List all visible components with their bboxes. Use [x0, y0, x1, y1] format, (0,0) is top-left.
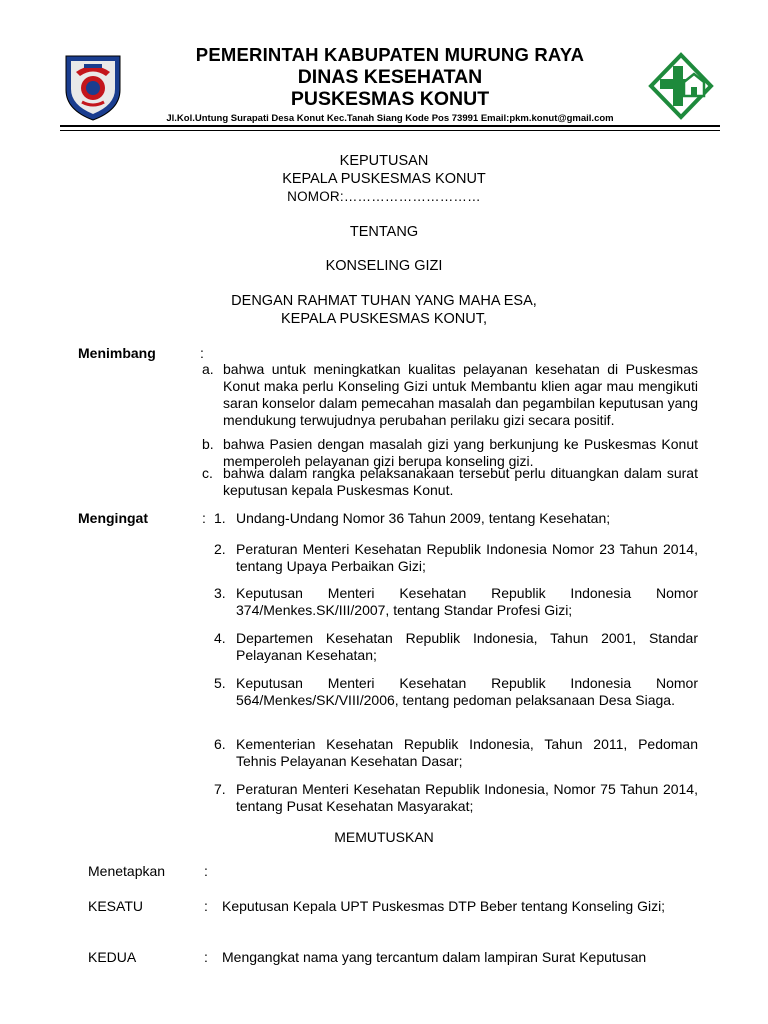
- mengingat-colon: :: [202, 510, 206, 526]
- kesatu-colon: :: [204, 898, 208, 914]
- kedua-text: Mengangkat nama yang tercantum dalam lampiran Surat Keputusan: [222, 949, 647, 965]
- menimbang-colon: :: [200, 345, 204, 361]
- decree-number: NOMOR:…………………………: [287, 189, 481, 204]
- item-marker: 3.: [214, 585, 226, 601]
- item-marker: 1.: [214, 510, 226, 526]
- menetapkan-colon: :: [204, 863, 208, 879]
- kesatu-label: KESATU: [88, 898, 143, 914]
- decree-issuer: KEPALA PUSKESMAS KONUT: [282, 171, 486, 187]
- regency-emblem-icon: [62, 50, 124, 122]
- issuer-line: [0, 310, 768, 328]
- menimbang-item-a: [202, 361, 698, 447]
- item-marker: 4.: [214, 630, 226, 646]
- decree-subject: KONSELING GIZI: [325, 258, 443, 274]
- menimbang-label: Menimbang: [78, 345, 156, 361]
- agency-name: DINAS KESEHATAN: [297, 66, 483, 88]
- item-text: bahwa untuk meningkatkan kualitas pelayanan kesehatan di Puskesmas Konut maka perlu Konseling Gizi untuk Membantu klien agar mau mengikuti saran konselor dalam pemecahan masalah dan pegambilan keputusan yang mendukung terwujudnya perubahan perilaku gizi secara positif.: [223, 361, 698, 428]
- invocation-line: DENGAN RAHMAT TUHAN YANG MAHA ESA,: [231, 293, 537, 309]
- kedua-colon: :: [204, 949, 208, 965]
- letterhead: [140, 44, 640, 126]
- item-marker: c.: [202, 465, 213, 481]
- item-text: bahwa dalam rangka pelaksanakaan tersebut perlu dituangkan dalam surat keputusan kepala Puskesmas Konut.: [223, 465, 698, 498]
- address-line: Jl.Kol.Untung Surapati Desa Konut Kec.Tanah Siang Kode Pos 73991 Email:pkm.konut@gmail.com: [166, 113, 614, 124]
- item-marker: 7.: [214, 781, 226, 797]
- decision-heading: MEMUTUSKAN: [334, 829, 434, 845]
- item-marker: 2.: [214, 541, 226, 557]
- government-name: PEMERINTAH KABUPATEN MURUNG RAYA: [195, 44, 585, 65]
- kesatu-text: Keputusan Kepala UPT Puskesmas DTP Beber tentang Konseling Gizi;: [222, 898, 666, 914]
- item-marker: b.: [202, 436, 214, 452]
- issuer-text: KEPALA PUSKESMAS KONUT,: [280, 311, 488, 327]
- menetapkan-label: Menetapkan: [88, 863, 166, 879]
- item-text: Peraturan Menteri Kesehatan Republik Indonesia Nomor 23 Tahun 2014, tentang Upaya Perbaikan Gizi;: [236, 541, 698, 574]
- letterhead-rule-thick: [60, 125, 720, 127]
- letterhead-rule-thin: [60, 130, 720, 131]
- item-text: Undang-Undang Nomor 36 Tahun 2009, tentang Kesehatan;: [236, 510, 611, 526]
- about-heading: TENTANG: [349, 224, 419, 240]
- item-marker: 6.: [214, 736, 226, 752]
- menimbang-item-c: [202, 465, 698, 499]
- kedua-label: KEDUA: [88, 949, 137, 965]
- item-marker: 5.: [214, 675, 226, 691]
- puskesmas-logo-icon: [648, 52, 714, 120]
- item-text: Keputusan Menteri Kesehatan Republik Indonesia Nomor 374/Menkes.SK/III/2007, tentang Standar Profesi Gizi;: [236, 585, 698, 618]
- item-text: Peraturan Menteri Kesehatan Republik Indonesia, Nomor 75 Tahun 2014, tentang Pusat Kesehatan Masyarakat;: [236, 781, 698, 814]
- item-text: bahwa Pasien dengan masalah gizi yang berkunjung ke Puskesmas Konut memperoleh pelayanan gizi berupa konseling gizi.: [223, 436, 698, 469]
- mengingat-label: Mengingat: [78, 510, 148, 526]
- decree-title: KEPUTUSAN: [339, 153, 429, 169]
- health-center-name: PUSKESMAS KONUT: [290, 88, 490, 110]
- item-text: Departemen Kesehatan Republik Indonesia, Tahun 2001, Standar Pelayanan Kesehatan;: [236, 630, 698, 663]
- item-marker: a.: [202, 361, 214, 377]
- item-text: Kementerian Kesehatan Republik Indonesia, Tahun 2011, Pedoman Tehnis Pelayanan Kesehatan Dasar;: [236, 736, 698, 769]
- item-text: Keputusan Menteri Kesehatan Republik Indonesia Nomor 564/Menkes/SK/VIII/2006, tentang pedoman pelaksanaan Desa Siaga.: [236, 675, 698, 708]
